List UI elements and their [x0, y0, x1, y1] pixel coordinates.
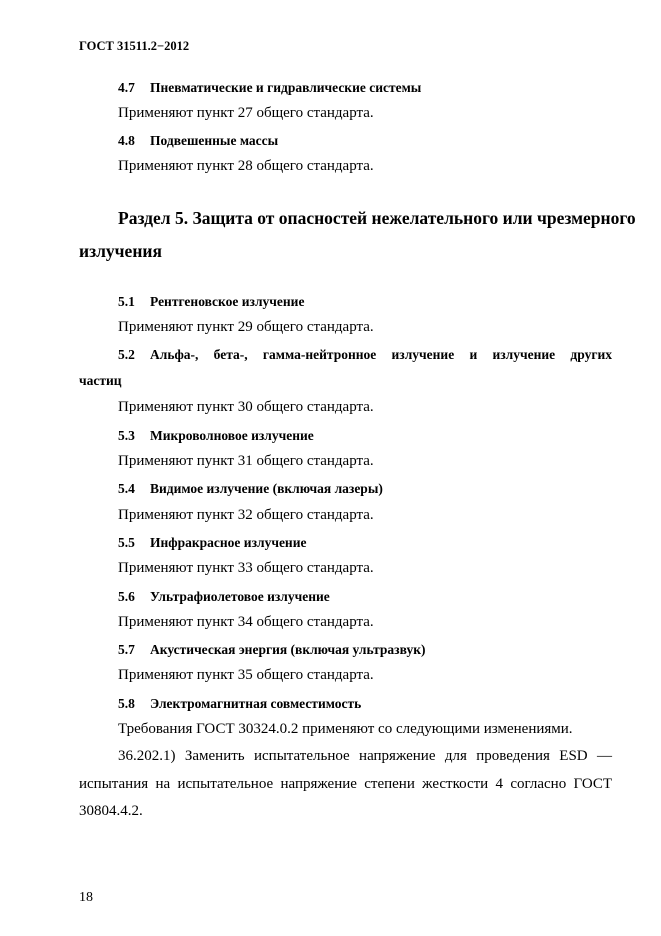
subsection-title: Альфа-, бета-, гамма-нейтронное излучение и излучение других: [150, 347, 612, 362]
subsection-title: Пневматические и гидравлические системы: [150, 80, 422, 95]
subsection-title: Электромагнитная совместимость: [150, 696, 362, 711]
subsection-title: Ультрафиолетовое излучение: [150, 589, 330, 604]
subsection-4-8-heading: [118, 133, 278, 149]
subsection-5-3-heading: [118, 428, 314, 444]
subsection-4-8-text: Применяют пункт 28 общего стандарта.: [118, 158, 374, 174]
subsection-5-1-text: Применяют пункт 29 общего стандарта.: [118, 319, 374, 335]
subsection-4-7-heading: [118, 80, 421, 96]
subsection-5-5-text: Применяют пункт 33 общего стандарта.: [118, 560, 374, 576]
subsection-number: 5.6: [118, 589, 135, 604]
subsection-number: 5.4: [118, 481, 135, 496]
subsection-5-8-heading: [118, 696, 361, 712]
document-header: ГОСТ 31511.2−2012: [79, 39, 190, 53]
subsection-title: Подвешенные массы: [150, 133, 279, 148]
subsection-number: 5.3: [118, 428, 135, 443]
subsection-5-7-heading: [118, 642, 425, 658]
subsection-5-7-text: Применяют пункт 35 общего стандарта.: [118, 667, 374, 683]
section-title-line2: излучения: [79, 241, 162, 261]
subsection-title: Инфракрасное излучение: [150, 535, 307, 550]
subsection-5-4-text: Применяют пункт 32 общего стандарта.: [118, 507, 374, 523]
page-number: 18: [79, 890, 93, 905]
subsection-number: 4.7: [118, 80, 135, 95]
subsection-number: 5.1: [118, 294, 135, 309]
section-title-line1: Раздел 5. Защита от опасностей нежелательного или чрезмерного: [118, 208, 636, 228]
paragraph-line-3: 30804.4.2.: [79, 803, 143, 819]
subsection-5-4-heading: [118, 481, 383, 497]
subsection-number: 4.8: [118, 133, 135, 148]
paragraph-line-1: 36.202.1) Заменить испытательное напряжение для проведения ESD —: [118, 748, 612, 764]
subsection-title: Рентгеновское излучение: [150, 294, 305, 309]
subsection-number: 5.2: [118, 347, 135, 362]
subsection-5-2-heading: [118, 347, 612, 363]
subsection-5-6-text: Применяют пункт 34 общего стандарта.: [118, 614, 374, 630]
subsection-title: Микроволновое излучение: [150, 428, 314, 443]
subsection-5-3-text: Применяют пункт 31 общего стандарта.: [118, 453, 374, 469]
subsection-number: 5.7: [118, 642, 135, 657]
subsection-5-1-heading: [118, 294, 304, 310]
subsection-5-6-heading: [118, 589, 330, 605]
subsection-5-8-text: Требования ГОСТ 30324.0.2 применяют со следующими изменениями.: [118, 721, 573, 737]
subsection-5-5-heading: [118, 535, 306, 551]
subsection-5-2-heading-cont: частиц: [79, 373, 122, 388]
subsection-number: 5.8: [118, 696, 135, 711]
subsection-title: Видимое излучение (включая лазеры): [150, 481, 383, 496]
subsection-5-2-text: Применяют пункт 30 общего стандарта.: [118, 399, 374, 415]
subsection-4-7-text: Применяют пункт 27 общего стандарта.: [118, 105, 374, 121]
subsection-number: 5.5: [118, 535, 135, 550]
paragraph-line-2: испытания на испытательное напряжение степени жесткости 4 согласно ГОСТ: [79, 776, 612, 792]
subsection-title: Акустическая энергия (включая ультразвук): [150, 642, 426, 657]
